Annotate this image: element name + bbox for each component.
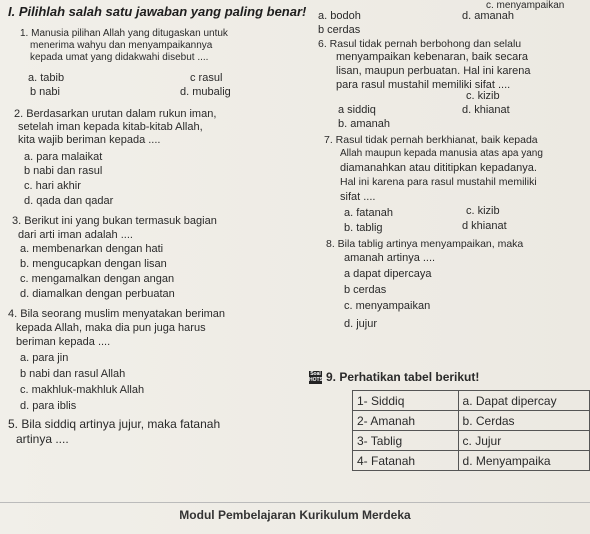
q6-line4: para rasul mustahil memiliki sifat .... [336,79,511,91]
q4-option-b[interactable]: b nabi dan rasul Allah [20,368,126,380]
q8-option-b[interactable]: b cerdas [344,284,387,296]
table-row [353,411,590,431]
table-row [353,391,590,411]
q1-line1: 1. Manusia pilihan Allah yang ditugaskan untuk [20,28,228,39]
q3-option-d[interactable]: d. diamalkan dengan perbuatan [20,288,175,300]
q2-option-a[interactable]: a. para malaikat [24,151,103,163]
q7-option-b[interactable]: b. tablig [344,222,383,234]
prev-option-a[interactable]: a. bodoh [318,10,361,22]
q4-option-d[interactable]: d. para iblis [20,400,77,412]
q2-line2: setelah iman kepada kitab-kitab Allah, [18,121,203,133]
q3-option-c[interactable]: c. mengamalkan dengan angan [20,273,175,285]
q7-option-d[interactable]: d khianat [462,220,507,232]
q2-option-b[interactable]: b nabi dan rasul [24,165,103,177]
table-row [353,451,590,471]
q7-option-a[interactable]: a. fatanah [344,207,393,219]
prev-option-c[interactable]: c. menyampaikan [486,0,565,11]
q2-line3: kita wajib beriman kepada .... [18,134,161,146]
q6-option-c[interactable]: c. kizib [466,90,500,102]
q8-option-d[interactable]: d. jujur [344,318,378,330]
table-cell-left: 1- Siddiq [353,391,459,411]
q4-line3: beriman kepada .... [16,336,111,348]
q6-option-d[interactable]: d. khianat [462,104,510,116]
table-cell-right: a. Dapat dipercay [458,391,589,411]
q4-option-a[interactable]: a. para jin [20,352,69,364]
q6-option-b[interactable]: b. amanah [338,118,390,130]
table-cell-left: 2- Amanah [353,411,459,431]
table-cell-right: d. Menyampaika [458,451,589,471]
q3-line2: dari arti iman adalah .... [18,229,133,241]
q3-option-b[interactable]: b. mengucapkan dengan lisan [20,258,167,270]
hots-badge: Soal HOTS [309,371,323,383]
matching-table [352,390,590,471]
q5-line2: artinya .... [16,432,69,446]
table-cell-left: 4- Fatanah [353,451,459,471]
q7-option-c[interactable]: c. kizib [466,205,500,217]
table-cell-right: b. Cerdas [458,411,589,431]
q2-option-c[interactable]: c. hari akhir [24,180,81,192]
q1-option-b[interactable]: b nabi [30,86,60,98]
q4-line1: 4. Bila seorang muslim menyatakan beriman [8,308,226,320]
q2-option-d[interactable]: d. qada dan qadar [24,195,114,207]
q6-option-a[interactable]: a siddiq [338,104,376,116]
q7-line5: sifat .... [340,191,376,203]
q8-option-c[interactable]: c. menyampaikan [344,300,431,312]
footer-title: Modul Pembelajaran Kurikulum Merdeka [179,508,411,522]
q1-option-d[interactable]: d. mubalig [180,86,231,98]
q5-line1: 5. Bila siddiq artinya jujur, maka fatanah [8,417,221,431]
table-cell-left: 3- Tablig [353,431,459,451]
prev-option-d[interactable]: d. amanah [462,10,514,22]
prev-option-b[interactable]: b cerdas [318,24,361,36]
q7-line4: Hal ini karena para rasul mustahil memiliki [340,176,537,188]
footer-divider [0,502,590,503]
q1-option-a[interactable]: a. tabib [28,72,65,84]
q4-line2: kepada Allah, maka dia pun juga harus [16,322,206,334]
q1-option-c[interactable]: c rasul [190,72,223,84]
table-cell-right: c. Jujur [458,431,589,451]
q8-line2: amanah artinya .... [344,252,436,264]
q9-title: 9. Perhatikan tabel berikut! [326,370,480,384]
q3-option-a[interactable]: a. membenarkan dengan hati [20,243,164,255]
q7-line3: diamanahkan atau dititipkan kepadanya. [340,162,537,174]
q8-line1: 8. Bila tablig artinya menyampaikan, maka [326,238,524,250]
table-row [353,431,590,451]
q6-line2: menyampaikan kebenaran, baik secara [336,51,529,63]
q3-line1: 3. Berikut ini yang bukan termasuk bagian [12,215,217,227]
q8-option-a[interactable]: a dapat dipercaya [344,268,432,280]
q4-option-c[interactable]: c. makhluk-makhluk Allah [20,384,145,396]
q6-line1: 6. Rasul tidak pernah berbohong dan selalu [318,38,522,50]
q2-line1: 2. Berdasarkan urutan dalam rukun iman, [14,108,217,120]
q7-line1: 7. Rasul tidak pernah berkhianat, baik kepada [324,134,538,146]
q6-line3: lisan, maupun perbuatan. Hal ini karena [336,65,531,77]
q1-line2: menerima wahyu dan menyampaikannya [30,40,213,51]
section-heading: I. Pilihlah salah satu jawaban yang paling benar! [8,4,307,19]
q7-line2: Allah maupun kepada manusia atas apa yang [340,148,543,159]
q1-line3: kepada umat yang didakwahi disebut .... [30,52,209,63]
